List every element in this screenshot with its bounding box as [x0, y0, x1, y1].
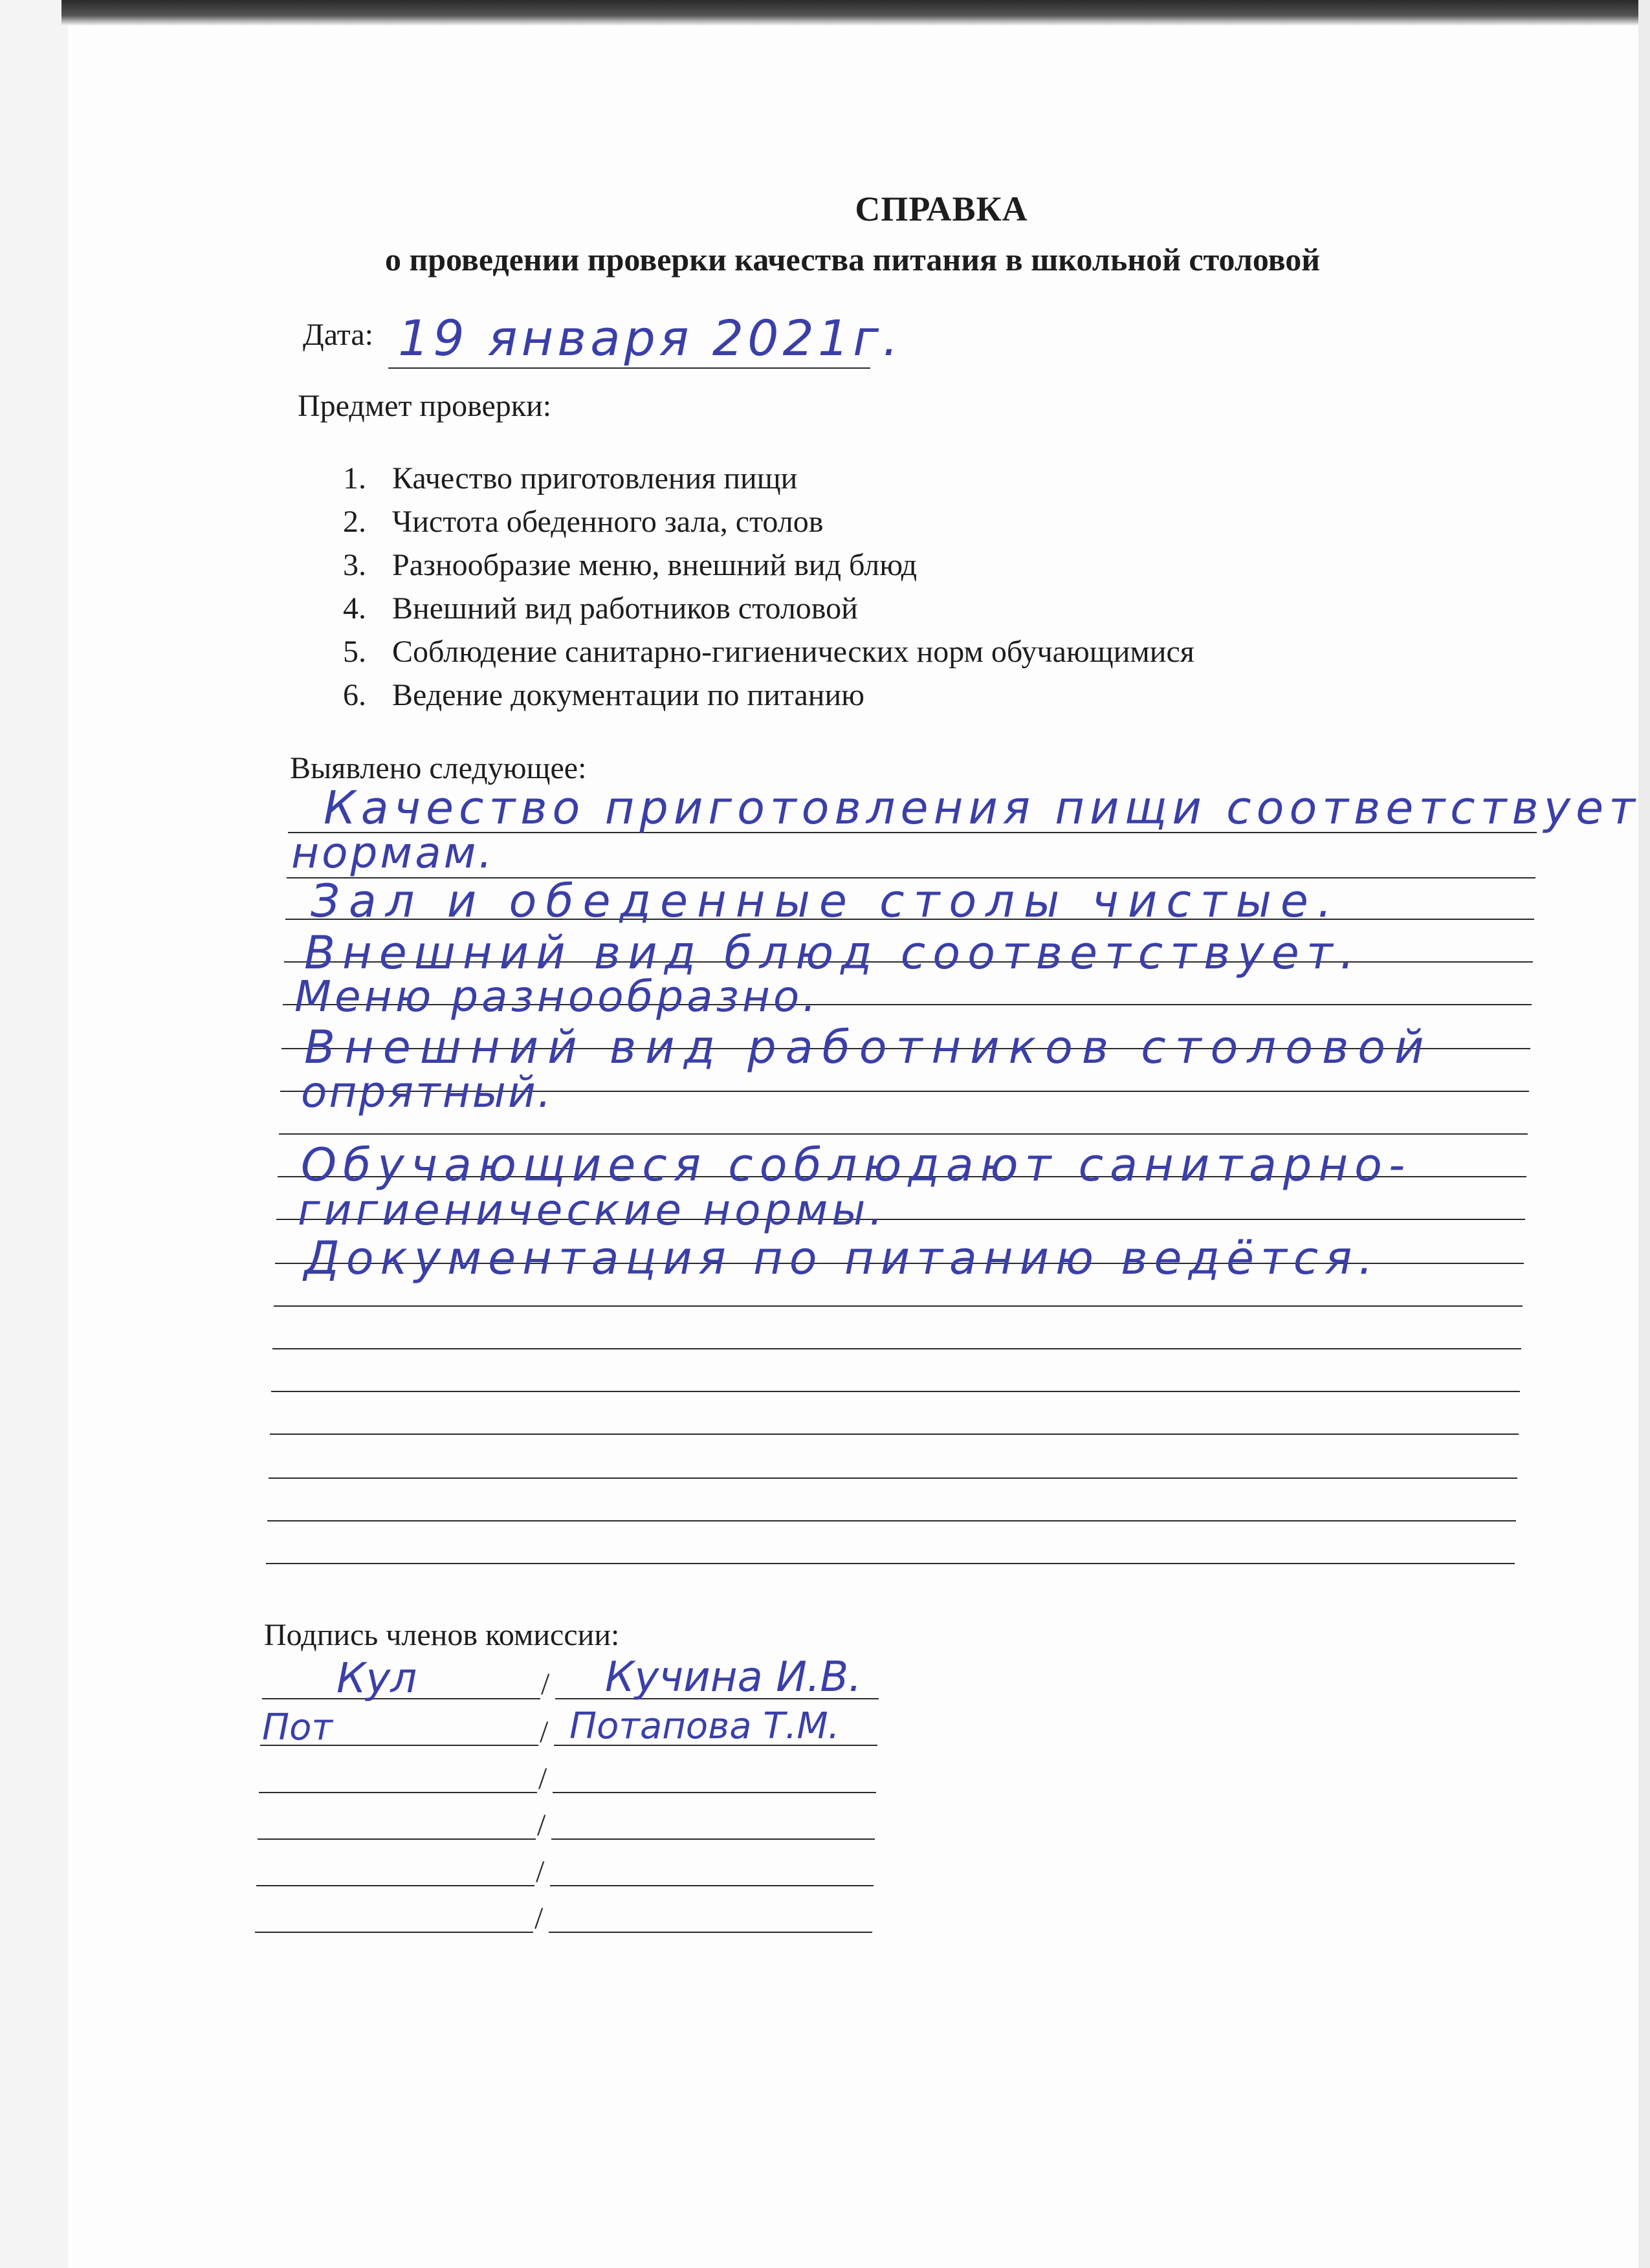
finding-line [271, 1391, 1520, 1392]
signature-line [255, 1932, 533, 1933]
signature-name-1: Кучина И.В. [605, 1653, 862, 1701]
finding-text: Качество приготовления пищи соответствует [324, 781, 1640, 834]
document-title: СПРАВКА [855, 190, 1028, 228]
signature-line [259, 1792, 537, 1793]
subject-item: 5. Соблюдение санитарно-гигиенических норм обучающимися [343, 635, 1194, 669]
finding-line [267, 1520, 1516, 1521]
date-label: Дата: [303, 318, 374, 352]
subject-item: 2. Чистота обеденного зала, столов [343, 505, 824, 539]
signature-slash: / [538, 1761, 547, 1796]
date-underline [388, 367, 870, 369]
finding-line [269, 1477, 1517, 1479]
signature-name-2: Потапова Т.М. [569, 1705, 840, 1747]
scan-left-margin [0, 0, 68, 2268]
subject-list [343, 457, 1194, 717]
signature-line [256, 1885, 534, 1886]
finding-text: Меню разнообразно. [294, 972, 820, 1021]
document-subtitle: о проведении проверки качества питания в школьной столовой [385, 241, 1321, 278]
signature-mark-2: Пот [262, 1706, 333, 1749]
signature-slash: / [534, 1901, 544, 1935]
signature-slash: / [540, 1715, 549, 1749]
signature-slash: / [541, 1667, 550, 1701]
signature-slash: / [537, 1808, 546, 1842]
subject-item: 4. Внешний вид работников столовой [343, 591, 858, 626]
signature-mark-1: Кул [336, 1655, 417, 1703]
subject-item: 3. Разнообразие меню, внешний вид блюд [343, 548, 918, 582]
finding-text: опрятный. [301, 1067, 553, 1117]
date-value: 19 января 2021г. [398, 309, 903, 367]
signature-name-line [553, 1792, 876, 1793]
signature-name-line [551, 1838, 875, 1840]
finding-line [279, 1133, 1528, 1135]
subject-item: 1. Качество приготовления пищи [343, 461, 798, 496]
finding-text: Обучающиеся соблюдают санитарно- [301, 1139, 1412, 1192]
finding-text: гигиенические нормы. [298, 1185, 887, 1235]
finding-text: нормам. [291, 828, 495, 878]
scan-top-edge [61, 0, 1650, 26]
finding-text: Документация по питанию ведётся. [304, 1232, 1380, 1285]
findings-label: Выявлено следующее: [290, 751, 587, 785]
scan-right-margin [1638, 0, 1650, 2268]
subject-label: Предмет проверки: [298, 389, 552, 423]
signature-slash: / [536, 1855, 545, 1889]
finding-text: Внешний вид работников столовой [304, 1021, 1433, 1074]
finding-text: Внешний вид блюд соответствует. [304, 926, 1361, 979]
signature-line [258, 1838, 536, 1840]
signature-name-line [549, 1932, 872, 1933]
signatures-label: Подпись членов комиссии: [264, 1618, 620, 1652]
finding-text: Зал и обеденные столы чистые. [311, 875, 1341, 928]
signature-name-line [550, 1885, 874, 1886]
finding-line [274, 1305, 1523, 1307]
subject-item: 6. Ведение документации по питанию [343, 678, 864, 712]
finding-line [272, 1348, 1521, 1349]
finding-line [270, 1434, 1519, 1435]
finding-line [266, 1563, 1515, 1564]
